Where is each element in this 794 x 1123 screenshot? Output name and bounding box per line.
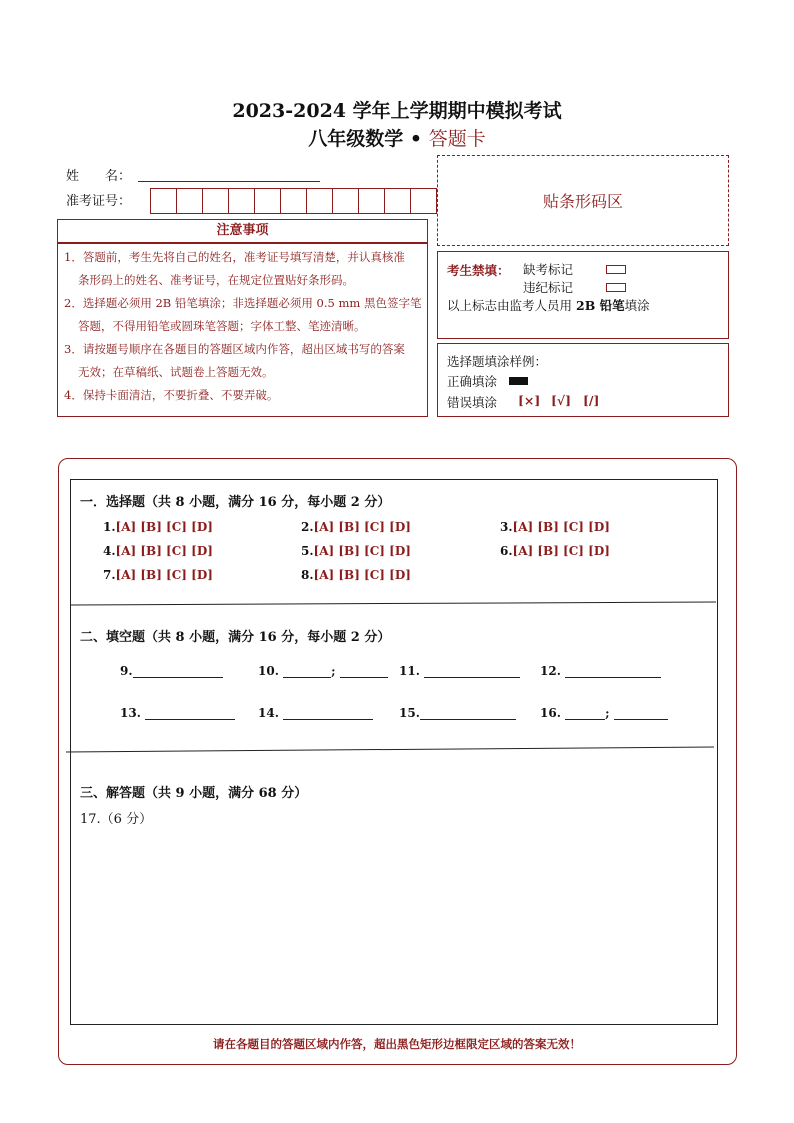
forbidden-label: 考生禁填： xyxy=(447,263,510,278)
answer-line[interactable] xyxy=(614,706,668,720)
section1-title: 一．选择题（共 8 小题，满分 16 分，每小题 2 分） xyxy=(80,495,391,510)
subtitle-dot: • xyxy=(409,128,423,150)
absent-mark-box[interactable] xyxy=(606,265,626,274)
proctor-box xyxy=(437,251,729,339)
notice-item: 无效；在草稿纸、试题卷上答题无效。 xyxy=(78,365,274,379)
question-number: 8. xyxy=(301,568,314,582)
answer-line[interactable] xyxy=(565,706,605,720)
name-field[interactable] xyxy=(138,180,320,182)
notice-item: 2．选择题必须用 2B 铅笔填涂；非选择题必须用 0.5 mm 黑色签字笔 xyxy=(64,296,422,310)
id-label: 准考证号： xyxy=(66,194,132,209)
answer-card-label: 答题卡 xyxy=(428,128,486,150)
absent-label: 缺考标记 xyxy=(523,262,574,277)
choice-options[interactable]: [A] [B] [C] [D] xyxy=(115,568,213,582)
correct-fill-label: 正确填涂 xyxy=(447,374,498,389)
section-divider xyxy=(66,744,716,754)
question-number: 1. xyxy=(103,520,116,534)
notice-title: 注意事项 xyxy=(57,219,428,243)
choice-options[interactable]: [A] [B] [C] [D] xyxy=(313,544,411,558)
exam-subtitle xyxy=(0,124,794,151)
question-number: 10. xyxy=(258,664,279,678)
id-digit-box[interactable] xyxy=(254,188,281,214)
choice-q3[interactable] xyxy=(500,520,610,534)
barcode-area xyxy=(437,155,729,246)
note-suffix: 填涂 xyxy=(624,298,650,313)
choice-q4[interactable] xyxy=(103,544,213,558)
notice-item: 答题，不得用铅笔或圆珠笔答题；字体工整、笔迹清晰。 xyxy=(78,319,366,333)
name-label: 姓 名： xyxy=(66,169,132,184)
choice-q6[interactable] xyxy=(500,544,610,558)
question-number: 12. xyxy=(540,664,561,678)
id-digit-box[interactable] xyxy=(280,188,307,214)
question-number: 3. xyxy=(500,520,513,534)
barcode-label: 贴条形码区 xyxy=(542,192,623,211)
id-digit-box[interactable] xyxy=(150,188,177,214)
blank-q14[interactable] xyxy=(258,706,373,720)
exam-title: 2023-2024 学年上学期期中模拟考试 xyxy=(232,100,562,122)
question-number: 15. xyxy=(399,706,420,720)
answer-line[interactable] xyxy=(424,664,520,678)
choice-options[interactable]: [A] [B] [C] [D] xyxy=(313,568,411,582)
note-prefix: 以上标志由监考人员用 xyxy=(447,298,573,313)
id-digit-box[interactable] xyxy=(202,188,229,214)
question-number: 5. xyxy=(301,544,314,558)
section2-title: 二、填空题（共 8 小题，满分 16 分，每小题 2 分） xyxy=(80,630,391,645)
subject-label: 八年级数学 xyxy=(308,128,404,150)
separator: ; xyxy=(605,706,610,720)
choice-q8[interactable] xyxy=(301,568,411,582)
proctor-note xyxy=(447,296,650,314)
answer-line[interactable] xyxy=(283,664,331,678)
violation-mark-box[interactable] xyxy=(606,283,626,292)
notice-item: 条形码上的姓名、准考证号，在规定位置贴好条形码。 xyxy=(78,273,354,287)
question-number: 9. xyxy=(120,664,133,678)
question-number: 14. xyxy=(258,706,279,720)
question-number: 7. xyxy=(103,568,116,582)
id-number-boxes[interactable] xyxy=(150,188,436,214)
fill-example-title: 选择题填涂样例： xyxy=(447,354,548,369)
id-digit-box[interactable] xyxy=(384,188,411,214)
question-number: 6. xyxy=(500,544,513,558)
id-digit-box[interactable] xyxy=(176,188,203,214)
question-number: 11. xyxy=(399,664,420,678)
choice-options[interactable]: [A] [B] [C] [D] xyxy=(512,544,610,558)
choice-options[interactable]: [A] [B] [C] [D] xyxy=(313,520,411,534)
answer-line[interactable] xyxy=(133,664,223,678)
correct-fill-sample xyxy=(509,377,528,385)
id-digit-box[interactable] xyxy=(410,188,437,214)
note-bold: 2B 铅笔 xyxy=(576,298,625,313)
choice-q1[interactable] xyxy=(103,520,213,534)
answer-area-q17[interactable] xyxy=(78,828,708,1016)
fill-example-box xyxy=(437,343,729,417)
answer-line[interactable] xyxy=(283,706,373,720)
blank-q12[interactable] xyxy=(540,664,661,678)
choice-q7[interactable] xyxy=(103,568,213,582)
answer-line[interactable] xyxy=(340,664,388,678)
choice-q2[interactable] xyxy=(301,520,411,534)
answer-line[interactable] xyxy=(565,664,661,678)
violation-label: 违纪标记 xyxy=(523,280,574,295)
notice-item: 4．保持卡面清洁，不要折叠、不要弄破。 xyxy=(64,388,279,402)
choice-q5[interactable] xyxy=(301,544,411,558)
choice-options[interactable]: [A] [B] [C] [D] xyxy=(115,520,213,534)
separator: ; xyxy=(331,664,336,678)
blank-q15[interactable] xyxy=(399,706,516,720)
question-number: 2. xyxy=(301,520,314,534)
question-number: 4. xyxy=(103,544,116,558)
id-digit-box[interactable] xyxy=(306,188,333,214)
wrong-mark-1: [×] xyxy=(518,393,541,408)
id-digit-box[interactable] xyxy=(228,188,255,214)
choice-options[interactable]: [A] [B] [C] [D] xyxy=(512,520,610,534)
answer-line[interactable] xyxy=(145,706,235,720)
section-divider xyxy=(70,598,718,608)
blank-q11[interactable] xyxy=(399,664,520,678)
answer-line[interactable] xyxy=(420,706,516,720)
id-digit-box[interactable] xyxy=(358,188,385,214)
section3-title: 三、解答题（共 9 小题，满分 68 分） xyxy=(80,786,308,801)
wrong-mark-3: [/] xyxy=(583,393,600,408)
question-number: 16. xyxy=(540,706,561,720)
wrong-mark-2: [√] xyxy=(551,393,572,408)
notice-item: 3．请按题号顺序在各题目的答题区域内作答，超出区域书写的答案 xyxy=(64,342,405,356)
id-digit-box[interactable] xyxy=(332,188,359,214)
notice-item: 1．答题前，考生先将自己的姓名，准考证号填写清楚，并认真核准 xyxy=(64,250,405,264)
choice-options[interactable]: [A] [B] [C] [D] xyxy=(115,544,213,558)
blank-q13[interactable] xyxy=(120,706,235,720)
blank-q16[interactable] xyxy=(540,706,668,720)
blank-q9[interactable] xyxy=(120,664,223,678)
notice-box xyxy=(57,243,428,417)
footer-warning: 请在各题目的答题区域内作答，超出黑色矩形边框限定区域的答案无效！ xyxy=(213,1037,581,1051)
wrong-fill-label: 错误填涂 xyxy=(447,395,498,410)
question-number: 13. xyxy=(120,706,141,720)
question-17-label: 17.（6 分） xyxy=(80,812,153,827)
blank-q10[interactable] xyxy=(258,664,388,678)
